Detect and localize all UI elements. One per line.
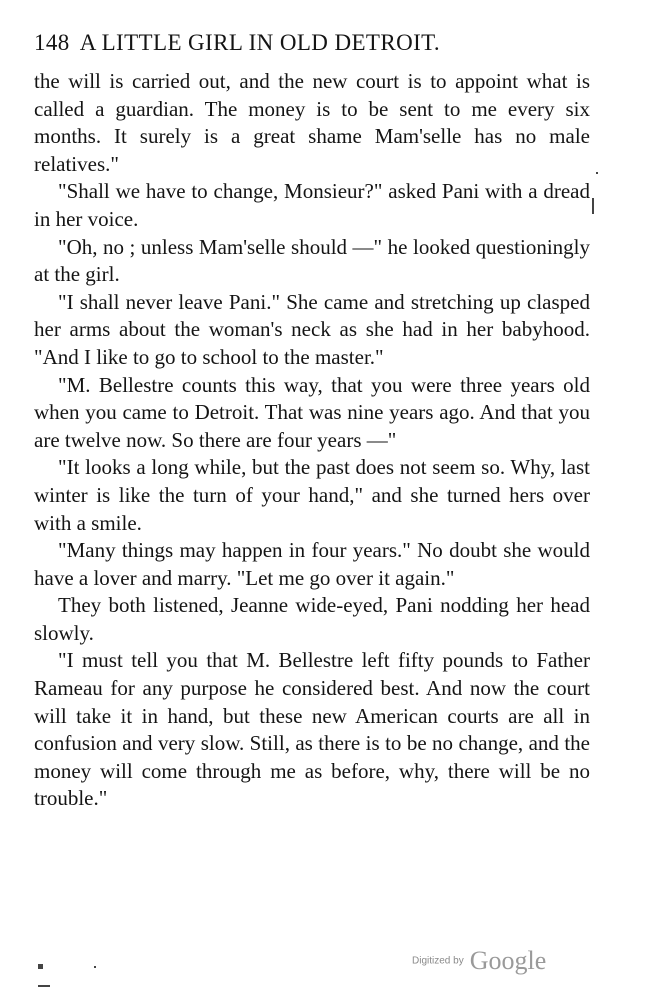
paragraph: the will is carried out, and the new court is to appoint what is called a guardian. The money is to be sent to me every six months. It surely is a great shame Mam'selle has no male relatives." [34,69,590,176]
running-head [34,28,590,58]
paragraph: "I shall never leave Pani." She came and stretching up clasped her arms about the woman's neck as she had in her babyhood. "And I like to go to school to the master." [34,289,590,369]
running-title: A LITTLE GIRL IN OLD DETROIT. [79,30,441,55]
digitized-label: Digitized by [412,955,464,967]
digitized-watermark [412,946,546,976]
scan-mark [94,966,96,968]
paragraph: "Shall we have to change, Monsieur?" asked Pani with a dread in her voice. [34,179,590,231]
scan-mark [38,985,50,987]
google-logo: Google [469,946,547,975]
paragraph: "It looks a long while, but the past does not seem so. Why, last winter is like the turn of your hand," and she turned hers over with a smile. [34,455,590,535]
paragraph: "Many things may happen in four years." No doubt she would have a lover and marry. "Let me go over it again." [34,538,590,590]
scan-mark [38,964,43,969]
book-page [34,28,590,813]
body-text [34,68,590,813]
scan-mark [596,172,598,174]
scan-mark [592,198,594,214]
page-number: 148 [34,30,70,55]
paragraph: They both listened, Jeanne wide-eyed, Pani nodding her head slowly. [34,593,590,645]
paragraph: "M. Bellestre counts this way, that you were three years old when you came to Detroit. That was nine years ago. And that you are twelve now. So there are four years —" [34,372,590,452]
paragraph: "I must tell you that M. Bellestre left fifty pounds to Father Rameau for any purpose he considered best. And now the court will take it in hand, but these new American courts are all in confusion and very slow. Still, as there is to be no change, and the money will come through me as before, why, there will be no trouble." [34,648,590,811]
paragraph: "Oh, no ; unless Mam'selle should —" he looked questioningly at the girl. [34,234,590,287]
